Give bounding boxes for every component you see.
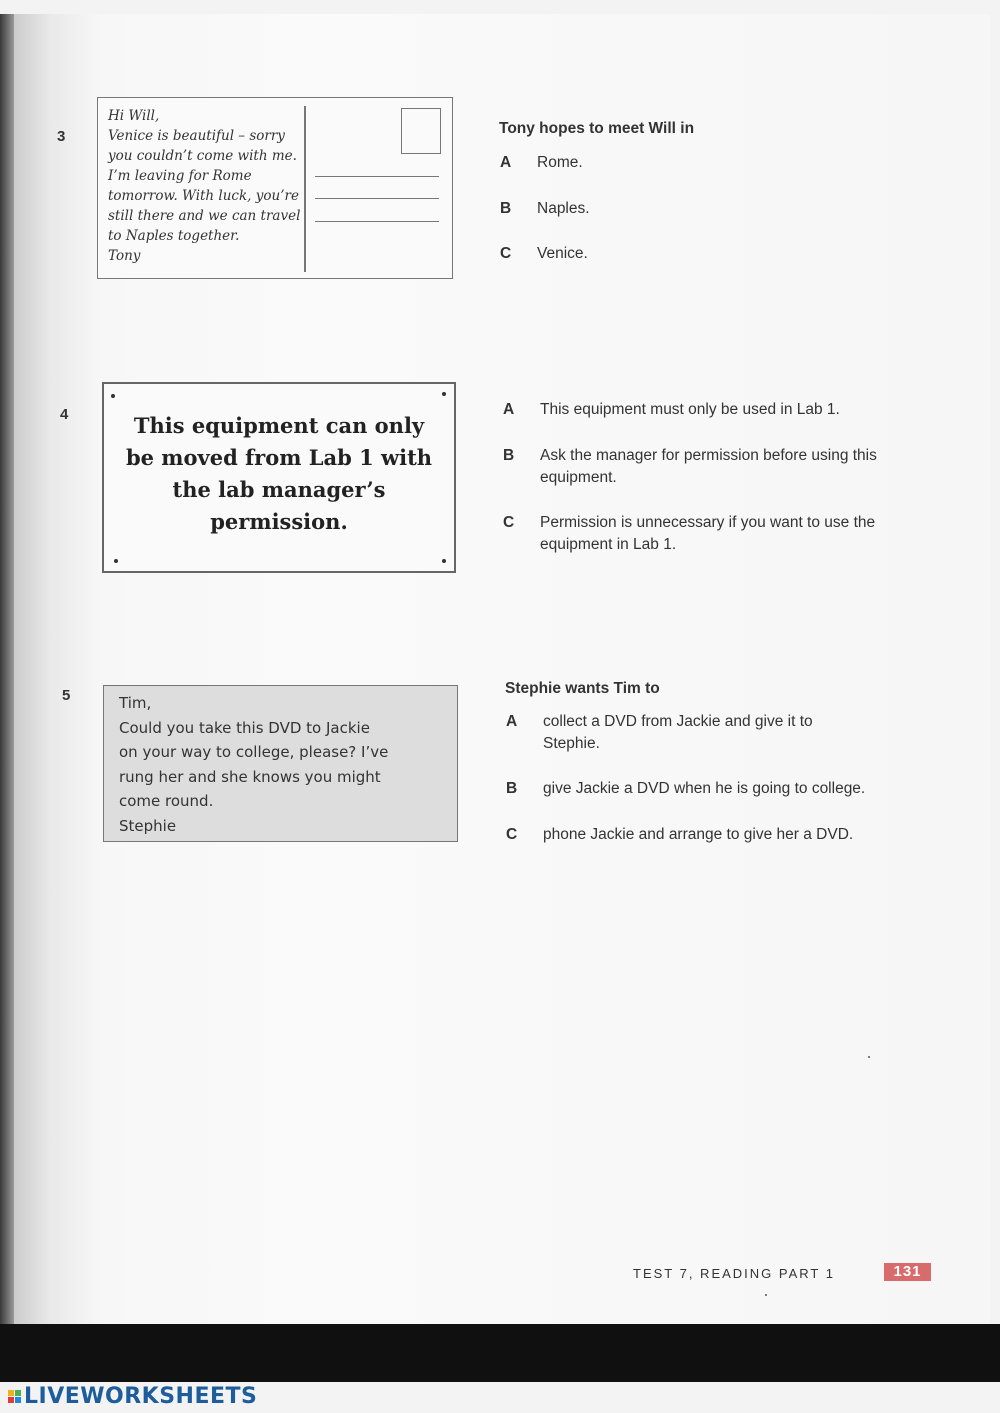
- address-line: [315, 221, 439, 222]
- address-line: [315, 198, 439, 199]
- option-letter: C: [503, 514, 515, 531]
- logo-tile: [8, 1390, 14, 1396]
- brand-wordmark: LIVEWORKSHEETS: [24, 1383, 258, 1409]
- option-letter: B: [506, 780, 518, 797]
- postcard-message: [108, 106, 304, 266]
- liveworksheets-logo-icon: [8, 1390, 21, 1403]
- postcard: [97, 97, 453, 279]
- postcard-divider: [304, 106, 306, 272]
- note-line: Tim,: [119, 694, 152, 712]
- postcard-line: tomorrow. With luck, you’re: [108, 188, 299, 204]
- question-number-5: 5: [62, 687, 71, 704]
- option-text: Permission is unnecessary if you want to use the equipment in Lab 1.: [540, 514, 876, 553]
- footer-section-label: TEST 7, READING PART 1: [633, 1266, 835, 1281]
- option-letter: B: [503, 447, 515, 464]
- logo-tile: [15, 1390, 21, 1396]
- postcard-line: you couldn’t come with me.: [108, 148, 297, 164]
- postcard-line: still there and we can travel: [108, 208, 301, 224]
- print-speck: [765, 1294, 767, 1296]
- note-line: rung her and she knows you might: [119, 767, 381, 786]
- option-text: This equipment must only be used in Lab 1.: [540, 401, 840, 418]
- scan-bottom-band: [0, 1324, 1000, 1382]
- notice-text: This equipment can only be moved from Lab 1 with the lab manager’s permission.: [125, 413, 433, 534]
- option-text: Rome.: [537, 154, 583, 171]
- option-letter: A: [503, 401, 515, 418]
- question-5-stem: Stephie wants Tim to: [505, 680, 660, 697]
- note-line: Could you take this DVD to Jackie: [119, 718, 370, 737]
- liveworksheets-brand[interactable]: [8, 1384, 257, 1408]
- option-text: collect a DVD from Jackie and give it to Stephie.: [543, 713, 813, 752]
- logo-tile: [15, 1397, 21, 1403]
- option-text: Naples.: [537, 200, 590, 217]
- option-text: Venice.: [537, 245, 588, 262]
- page-number-badge: 131: [884, 1263, 931, 1281]
- question-3-stem: Tony hopes to meet Will in: [499, 120, 695, 137]
- notice-sign: [102, 382, 456, 573]
- postcard-signature: Tony: [108, 248, 141, 264]
- screw-dot: [114, 559, 118, 563]
- logo-tile: [8, 1397, 14, 1403]
- option-letter: C: [506, 826, 518, 843]
- screw-dot: [442, 559, 446, 563]
- option-text: give Jackie a DVD when he is going to college.: [543, 780, 866, 797]
- question-number-4: 4: [60, 406, 69, 423]
- option-letter: A: [506, 713, 518, 730]
- option-text: phone Jackie and arrange to give her a DVD.: [543, 826, 854, 843]
- print-speck: [868, 1056, 870, 1058]
- note-signature: Stephie: [119, 816, 177, 835]
- handwritten-note: [103, 685, 458, 842]
- book-gutter-shadow: [0, 14, 14, 1324]
- postcard-line: Hi Will,: [108, 108, 160, 124]
- address-line: [315, 176, 439, 177]
- note-line: on your way to college, please? I’ve: [119, 743, 389, 761]
- postcard-line: Venice is beautiful – sorry: [108, 128, 285, 144]
- postcard-line: to Naples together.: [108, 228, 240, 244]
- option-text: Ask the manager for permission before using this equipment.: [540, 447, 877, 486]
- screw-dot: [111, 394, 115, 398]
- note-line: come round.: [119, 792, 214, 810]
- question-number-3: 3: [57, 128, 66, 145]
- postcard-line: I’m leaving for Rome: [108, 168, 252, 184]
- note-message: [119, 691, 449, 838]
- option-letter: B: [500, 200, 512, 217]
- screw-dot: [442, 392, 446, 396]
- stamp-box: [401, 108, 441, 154]
- option-letter: C: [500, 245, 512, 262]
- option-letter: A: [500, 154, 512, 171]
